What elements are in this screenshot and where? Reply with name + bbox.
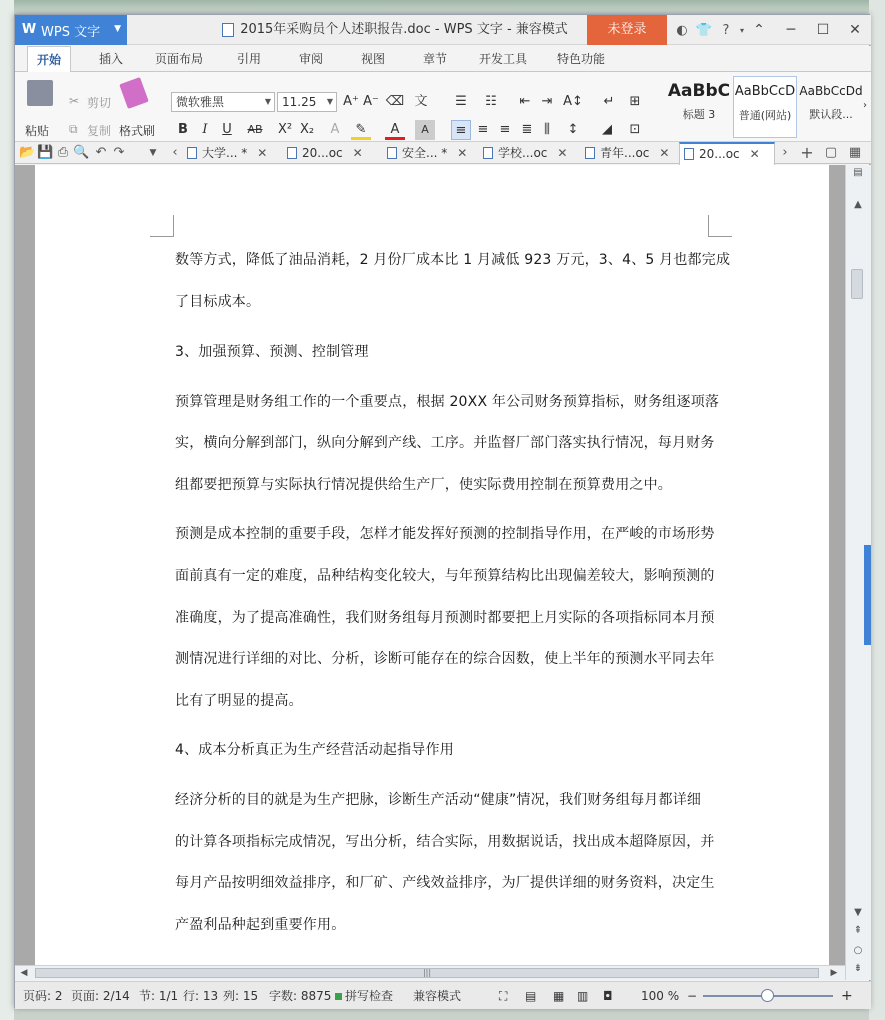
scroll-up-icon[interactable]: ▲ [854,199,862,210]
chevron-down-icon: ▼ [326,97,333,106]
align-left-icon[interactable]: ≡ [451,120,471,140]
highlight-icon[interactable]: ✎ [351,120,371,140]
subscript-icon[interactable]: X₂ [299,122,315,137]
document-icon [684,148,694,160]
font-name-value: 微软雅黑 [176,95,225,109]
paragraph-line: 了目标成本。 [175,294,261,310]
doc-tab[interactable] [287,142,377,164]
doc-tab-label: 20...oc [699,147,740,161]
chinese-layout-icon[interactable]: A↕ [563,94,583,109]
underline-icon[interactable]: U [222,122,232,137]
styles-more-icon[interactable]: › [863,100,867,111]
align-right-icon[interactable]: ≡ [499,122,511,137]
tabs-scroll-left-icon[interactable]: ‹ [172,145,178,160]
text-effect-icon[interactable]: A [330,122,340,137]
paragraph-line: 比有了明显的提高。 [175,693,303,709]
doc-tab-label: 学校...oc [498,146,548,160]
phonetic-guide-icon[interactable]: 文 [414,94,428,109]
close-icon[interactable]: ✕ [352,146,363,160]
maximize-button[interactable]: ☐ [816,22,830,38]
paragraph-line: 面前真有一定的难度，品种结构变化较大，与年预算结构比出现偏差较大，影响预测的 [175,568,715,584]
superscript-icon[interactable]: X² [277,122,293,137]
close-button[interactable]: ✕ [849,22,861,38]
new-tab-icon[interactable]: + [800,143,814,162]
status-compat-mode: 兼容模式 [413,989,462,1003]
bullet-list-icon[interactable]: ☰ [455,94,467,109]
spell-check-label: 拼写检查 [345,989,394,1003]
zoom-level[interactable]: 100 % [641,989,680,1003]
paragraph-line: 每月产品按明细效益排序，和厂矿、产线效益排序，为厂提供详细的财务资料，决定生 [175,875,715,891]
doc-tab-active[interactable] [679,142,775,165]
font-color-icon[interactable]: A [385,120,405,140]
close-icon[interactable]: ✕ [457,146,468,160]
close-icon[interactable]: ✕ [257,146,268,160]
tab-review[interactable]: 审阅 [298,52,323,66]
login-button[interactable]: 未登录 [587,15,667,45]
chevron-down-icon[interactable]: ▼ [149,148,157,158]
print-icon[interactable]: ⎙ [57,145,69,160]
desktop-background-left [0,0,14,1020]
document-icon [483,147,493,159]
font-name-select[interactable] [171,92,275,112]
window-title [205,15,585,45]
zoom-out-icon[interactable]: − [687,989,698,1003]
print-preview-icon[interactable]: 🔍 [73,145,90,160]
tab-list-icon[interactable]: ▢ [824,145,838,160]
format-painter-icon[interactable] [119,77,149,109]
prev-page-icon[interactable]: ⇞ [853,925,863,936]
tab-chapter[interactable]: 章节 [422,52,447,66]
style-label: 标题 3 [682,108,716,121]
redo-icon[interactable]: ↷ [113,145,125,160]
document-canvas [15,165,845,965]
status-row: 行: 13 [183,989,219,1003]
copy-button[interactable]: 复制 [87,124,112,138]
ribbon-home [15,72,871,142]
clear-format-icon[interactable]: ⌫ [385,94,405,109]
paragraph-line: 的计算各项指标完成情况，写出分析，结合实际，用数据说话，找出成本超降原因，并 [175,834,715,850]
line-spacing-icon[interactable]: ↕ [567,122,579,137]
title-bar [15,15,871,45]
zoom-in-icon[interactable]: + [841,988,853,1004]
app-menu-button[interactable] [15,15,127,45]
show-marks-icon[interactable]: ↵ [603,94,615,109]
title-tools [671,15,747,45]
numbered-list-icon[interactable]: ☷ [485,94,497,109]
paragraph-line: 预算管理是财务组工作的一个重要点，根据 20XX 年公司财务预算指标，财务组逐项落 [175,394,720,410]
open-icon[interactable]: 📂 [19,145,36,160]
chevron-down-icon: ▼ [264,97,271,106]
collapse-ribbon-icon[interactable]: ⌃ [753,22,765,38]
paragraph-line: 实，横向分解到部门，纵向分解到产线、工序。并监督厂部门落实执行情况，每月财务 [175,435,715,451]
paragraph-line: 预测是成本控制的重要手段，怎样才能发挥好预测的控制指导作用，在严峻的市场形势 [175,526,715,542]
paragraph-line: 测情况进行详细的对比、分析，诊断可能存在的综合因数，使上半年的预测水平同去年 [175,651,715,667]
doc-tab-label: 安全... * [402,146,448,160]
style-label: 普通(网站) [738,109,792,122]
shading-icon[interactable]: ◢ [602,122,612,137]
cut-icon[interactable]: ✂ [69,94,80,108]
paste-icon[interactable] [27,80,53,106]
style-sample: AaBbCcD [734,84,796,99]
table-icon[interactable]: ⊞ [629,94,641,109]
app-name: WPS 文字 [41,24,101,40]
status-bar [15,981,871,1009]
close-icon[interactable]: ✕ [557,146,568,160]
web-view-icon[interactable]: ▥ [577,989,589,1003]
italic-icon[interactable]: I [202,122,208,137]
tab-developer[interactable]: 开发工具 [478,52,527,66]
copy-icon[interactable]: ⧉ [69,122,78,136]
shrink-font-icon[interactable]: A⁻ [363,94,379,109]
document-icon [287,147,297,159]
bold-icon[interactable]: B [178,122,188,137]
side-panel-toggle[interactable] [864,545,871,645]
minimize-button[interactable]: ─ [786,22,796,38]
font-size-select[interactable] [277,92,337,112]
decrease-indent-icon[interactable]: ⇤ [519,94,531,109]
style-normal-web[interactable] [733,76,797,138]
document-icon [187,147,197,159]
menu-tab-bar [15,46,871,72]
scroll-top-icon[interactable]: ▤ [853,167,863,178]
chevron-down-icon: ▼ [114,24,121,34]
close-icon[interactable]: ✕ [659,146,670,160]
select-browse-icon[interactable]: ○ [853,945,863,956]
tab-page-layout[interactable]: 页面布局 [154,52,203,66]
zoom-slider-handle[interactable] [761,989,774,1002]
paragraph-line: 产盈利品种起到重要作用。 [175,917,346,933]
style-label: 默认段... [809,108,853,121]
tab-insert[interactable]: 插入 [98,52,123,66]
char-shading-icon[interactable]: A [415,120,435,140]
desktop-background-top [0,0,885,12]
paragraph-line: 数等方式，降低了油品消耗，2 月份厂成本比 1 月减低 923 万元，3、4、5 月也都完成 [175,252,731,268]
doc-tab[interactable] [387,142,477,164]
page-view-icon[interactable]: ▤ [525,989,537,1003]
tabs-scroll-right-icon[interactable]: › [782,145,788,160]
cut-button[interactable]: 剪切 [87,96,112,110]
distribute-icon[interactable]: ⫼ [544,122,550,137]
next-page-icon[interactable]: ⇟ [853,963,863,974]
style-sample: AaBbCcDd [799,84,863,98]
border-icon[interactable]: ⊡ [629,122,641,137]
save-icon[interactable]: 💾 [37,145,54,160]
document-icon [222,23,234,37]
status-word-count[interactable]: 字数: 8875 [269,989,332,1003]
doc-tab[interactable] [483,142,581,164]
paragraph-line: 准确度，为了提高准确性，我们财务组每月预测时都要把上月实际的各项指标同本月预 [175,610,715,626]
doc-tab[interactable] [585,142,681,164]
scroll-left-icon[interactable]: ◀ [20,968,28,978]
status-column: 列: 15 [223,989,259,1003]
help-icon[interactable]: ? [722,22,730,38]
status-section: 节: 1/1 [139,989,179,1003]
document-tab-bar [15,142,871,164]
window-title-text: 2015年采购员个人述职报告.doc - WPS 文字 - 兼容模式 [240,22,568,37]
scroll-right-icon[interactable]: ▶ [830,968,838,978]
scrollbar-thumb[interactable] [851,269,863,299]
style-default-paragraph[interactable] [799,76,863,138]
margin-marker [708,215,732,237]
section-heading: 3、加强预算、预测、控制管理 [175,344,369,360]
increase-indent-icon[interactable]: ⇥ [541,94,553,109]
tab-special[interactable]: 特色功能 [556,52,605,66]
skin-icon[interactable]: 👕 [695,22,713,38]
status-page-code[interactable]: 页码: 2 [23,989,63,1003]
chevron-down-icon[interactable]: ▾ [739,25,744,35]
doc-tab[interactable] [187,142,281,164]
font-size-value: 11.25 [282,95,317,109]
wps-writer-window [14,14,870,1008]
section-heading: 4、成本分析真正为生产经营活动起指导作用 [175,742,454,758]
style-sample: AaBbC [667,81,731,101]
style-heading-3[interactable] [667,76,731,138]
spell-check-toggle[interactable] [335,982,393,1010]
margin-marker [150,215,174,237]
window-controls [743,15,871,45]
spell-check-status-icon [335,993,342,1000]
grow-font-icon[interactable]: A⁺ [343,94,359,109]
reading-view-icon[interactable]: ◘ [603,989,613,1003]
wps-logo-icon: W [21,22,37,37]
tab-menu-icon[interactable]: ▦ [848,145,862,160]
tab-references[interactable]: 引用 [236,52,261,66]
format-painter-button[interactable]: 格式刷 [119,124,156,138]
justify-icon[interactable]: ≣ [521,122,533,137]
horizontal-scrollbar[interactable] [15,965,845,980]
paragraph-line: 经济分析的目的就是为生产把脉，诊断生产活动“健康”情况，我们财务组每月都详细 [175,792,702,808]
fullscreen-view-icon[interactable]: ⛶ [499,989,508,1003]
close-icon[interactable]: ✕ [749,147,760,161]
doc-tab-label: 大学... * [202,146,248,160]
paragraph-line: 组都要把预算与实际执行情况提供给生产厂，使实际费用控制在预算费用之中。 [175,477,672,493]
status-page[interactable]: 页面: 2/14 [71,989,130,1003]
tab-home[interactable]: 开始 [27,46,71,73]
outline-view-icon[interactable]: ▦ [553,989,565,1003]
scrollbar-thumb[interactable]: ||| [35,968,819,978]
scroll-down-icon[interactable]: ▼ [854,907,862,918]
tab-view[interactable]: 视图 [360,52,385,66]
align-center-icon[interactable]: ≡ [477,122,489,137]
strikethrough-icon[interactable]: AB [247,123,263,136]
document-icon [387,147,397,159]
desktop-background-right [869,0,885,1020]
document-icon [585,147,595,159]
undo-icon[interactable]: ↶ [95,145,107,160]
paste-button[interactable]: 粘贴 [25,124,50,138]
doc-tab-label: 青年...oc [600,146,650,160]
document-page[interactable] [35,165,829,965]
feedback-icon[interactable]: ◐ [676,22,688,38]
doc-tab-label: 20...oc [302,146,343,160]
